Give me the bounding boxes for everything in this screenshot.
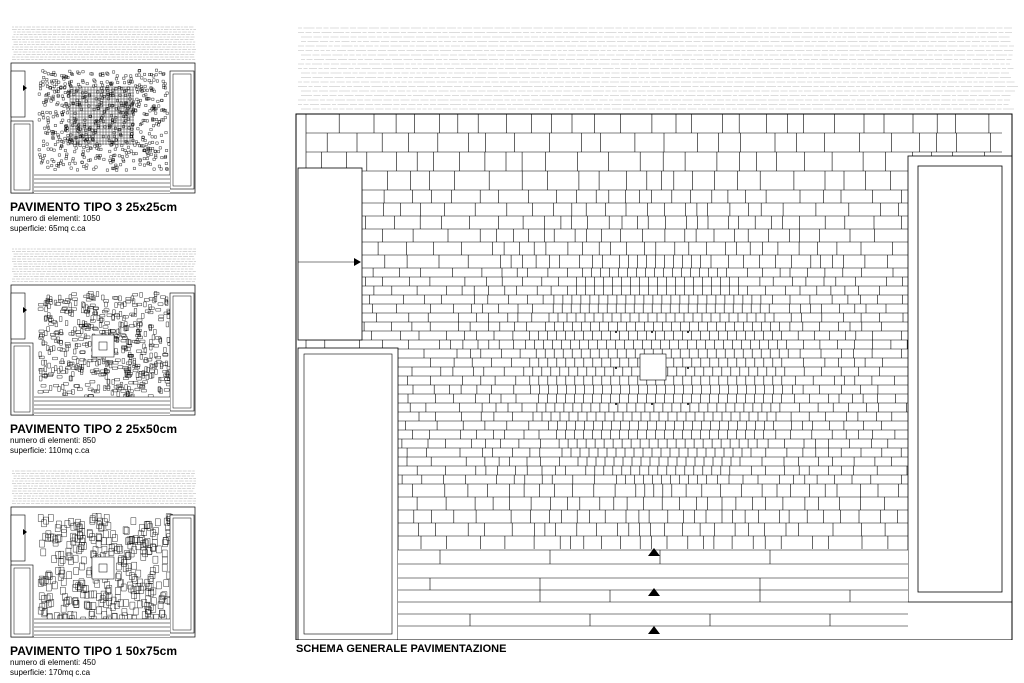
right-planter — [170, 515, 194, 633]
panel-title: PAVIMENTO TIPO 1 50x75cm — [10, 644, 178, 658]
marker-dot — [687, 367, 689, 369]
left-entrance-box — [298, 168, 362, 340]
panel-area: superficie: 110mq c.ca — [10, 446, 90, 455]
tiles — [38, 69, 168, 171]
brick-rows — [298, 28, 1018, 109]
main-title: SCHEMA GENERALE PAVIMENTAZIONE — [296, 643, 507, 655]
plan-tipo1 — [10, 469, 196, 639]
left-planter — [11, 565, 33, 637]
marker-dot — [687, 403, 689, 405]
marker-dot — [615, 403, 617, 405]
left-entrance-box — [11, 71, 25, 117]
center-square — [92, 335, 114, 357]
center-square — [92, 557, 114, 579]
plan-tipo2 — [10, 247, 196, 417]
right-planter — [170, 71, 194, 189]
main-plan — [290, 22, 1020, 640]
left-entrance-box — [11, 293, 25, 339]
paving-layer — [306, 114, 1002, 549]
panel-title: PAVIMENTO TIPO 3 25x25cm — [10, 200, 178, 214]
panel-elements: numero di elementi: 1050 — [10, 214, 101, 223]
right-planter — [908, 156, 1012, 602]
brick-rows — [12, 27, 196, 60]
tile-layer — [38, 69, 168, 171]
marker-dot — [651, 403, 653, 405]
plan-tipo3 — [10, 25, 196, 195]
brick-rows — [12, 249, 196, 282]
left-planter — [11, 121, 33, 193]
panel-title: PAVIMENTO TIPO 2 25x50cm — [10, 422, 178, 436]
top-brick-band — [12, 471, 196, 504]
top-brick-band — [298, 28, 1018, 109]
marker-dot — [615, 367, 617, 369]
right-planter — [170, 293, 194, 411]
center-square — [640, 354, 666, 380]
top-brick-band — [12, 27, 196, 60]
left-planter — [298, 348, 398, 640]
panel-area: superficie: 170mq c.ca — [10, 668, 91, 677]
brick-rows — [12, 471, 196, 504]
left-entrance-box — [11, 515, 25, 561]
steps-mask — [34, 175, 170, 193]
marker-dot — [687, 331, 689, 333]
paving-joints — [306, 114, 1002, 549]
left-planter — [11, 343, 33, 415]
top-brick-band — [12, 249, 196, 282]
marker-dot — [651, 331, 653, 333]
steps-mask — [34, 619, 170, 637]
marker-dot — [615, 331, 617, 333]
panel-elements: numero di elementi: 450 — [10, 658, 96, 667]
panel-area: superficie: 65mq c.ca — [10, 224, 86, 233]
panel-elements: numero di elementi: 850 — [10, 436, 96, 445]
steps-mask — [34, 397, 170, 415]
